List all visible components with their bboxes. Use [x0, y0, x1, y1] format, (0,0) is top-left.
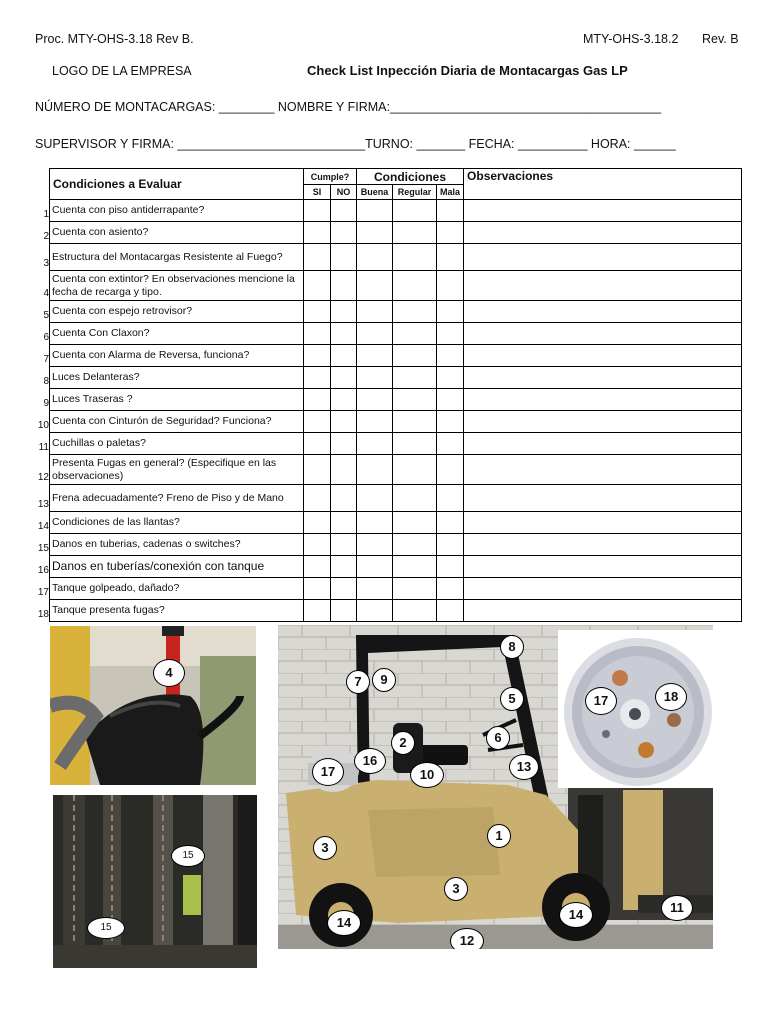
condition-text: Cuenta con extintor? En observaciones mencione la fecha de recarga y tipo. [50, 271, 304, 301]
row-number: 9 [43, 398, 49, 409]
checklist-row [50, 301, 742, 323]
si-cell[interactable] [304, 534, 331, 556]
no-cell[interactable] [331, 556, 357, 578]
row-number: 16 [37, 565, 49, 576]
callout-badge: 8 [500, 635, 524, 659]
si-cell[interactable] [304, 512, 331, 534]
row-number: 1 [43, 209, 49, 220]
mala-cell[interactable] [437, 455, 464, 485]
callout-badge: 6 [486, 726, 510, 750]
callout-badge: 13 [509, 754, 539, 780]
callout-badge: 5 [500, 687, 524, 711]
condition-text: Cuchillas o paletas? [50, 433, 304, 455]
regular-cell[interactable] [393, 389, 437, 411]
buena-cell[interactable] [357, 485, 393, 512]
buena-cell[interactable] [357, 200, 393, 222]
callout-badge: 1 [487, 824, 511, 848]
row-number: 11 [38, 442, 49, 453]
si-cell[interactable] [304, 556, 331, 578]
observaciones-cell[interactable] [464, 512, 742, 534]
mala-cell[interactable] [437, 556, 464, 578]
mala-cell[interactable] [437, 485, 464, 512]
seat-illustration [50, 626, 256, 785]
regular-cell[interactable] [393, 455, 437, 485]
observaciones-cell[interactable] [464, 200, 742, 222]
buena-cell[interactable] [357, 433, 393, 455]
observaciones-cell[interactable] [464, 367, 742, 389]
checklist-row [50, 389, 742, 411]
mala-cell[interactable] [437, 323, 464, 345]
checklist-row [50, 485, 742, 512]
forklift-number-name-field[interactable]: NÚMERO DE MONTACARGAS: ________ NOMBRE Y FIRMA:_______________________________________ [35, 100, 662, 114]
revision: Rev. B [702, 32, 739, 46]
header-observaciones: Observaciones [464, 169, 742, 200]
condition-text: Tanque presenta fugas? [50, 600, 304, 622]
checklist-row [50, 556, 742, 578]
no-cell[interactable] [331, 600, 357, 622]
document-title: Check List Inpección Diaria de Montacargas Gas LP [307, 63, 628, 78]
header-mala: Mala [437, 185, 464, 200]
callout-badge: 14 [559, 902, 593, 928]
observaciones-cell[interactable] [464, 556, 742, 578]
no-cell[interactable] [331, 389, 357, 411]
mala-cell[interactable] [437, 367, 464, 389]
si-cell[interactable] [304, 200, 331, 222]
observaciones-cell[interactable] [464, 271, 742, 301]
regular-cell[interactable] [393, 222, 437, 244]
callout-badge: 4 [153, 659, 185, 687]
mala-cell[interactable] [437, 244, 464, 271]
row-number: 12 [37, 472, 49, 483]
mala-cell[interactable] [437, 600, 464, 622]
header-regular: Regular [393, 185, 437, 200]
row-number: 7 [43, 354, 49, 365]
no-cell[interactable] [331, 411, 357, 433]
no-cell[interactable] [331, 345, 357, 367]
si-cell[interactable] [304, 411, 331, 433]
observaciones-cell[interactable] [464, 578, 742, 600]
row-number: 13 [37, 499, 49, 510]
row-number: 5 [43, 310, 49, 321]
checklist-row [50, 455, 742, 485]
no-cell[interactable] [331, 301, 357, 323]
callout-badge: 14 [327, 910, 361, 936]
checklist-row [50, 222, 742, 244]
no-cell[interactable] [331, 534, 357, 556]
observaciones-cell[interactable] [464, 301, 742, 323]
condition-text: Danos en tuberías/conexión con tanque [50, 556, 304, 578]
checklist-row [50, 345, 742, 367]
condition-text: Luces Traseras ? [50, 389, 304, 411]
callout-badge: 7 [346, 670, 370, 694]
mala-cell[interactable] [437, 433, 464, 455]
no-cell[interactable] [331, 578, 357, 600]
mala-cell[interactable] [437, 512, 464, 534]
si-cell[interactable] [304, 367, 331, 389]
observaciones-cell[interactable] [464, 222, 742, 244]
tank-photo [558, 630, 713, 788]
mala-cell[interactable] [437, 389, 464, 411]
regular-cell[interactable] [393, 556, 437, 578]
regular-cell[interactable] [393, 323, 437, 345]
mala-cell[interactable] [437, 578, 464, 600]
observaciones-cell[interactable] [464, 485, 742, 512]
si-cell[interactable] [304, 345, 331, 367]
checklist-row [50, 534, 742, 556]
si-cell[interactable] [304, 455, 331, 485]
condition-text: Cuenta Con Claxon? [50, 323, 304, 345]
mala-cell[interactable] [437, 345, 464, 367]
si-cell[interactable] [304, 433, 331, 455]
buena-cell[interactable] [357, 534, 393, 556]
si-cell[interactable] [304, 301, 331, 323]
checklist-row [50, 323, 742, 345]
buena-cell[interactable] [357, 271, 393, 301]
row-number: 14 [37, 521, 49, 532]
observaciones-cell[interactable] [464, 345, 742, 367]
condition-text: Frena adecuadamente? Freno de Piso y de Mano [50, 485, 304, 512]
callout-badge: 10 [410, 762, 444, 788]
mala-cell[interactable] [437, 271, 464, 301]
checklist-row [50, 600, 742, 622]
regular-cell[interactable] [393, 200, 437, 222]
condition-text: Cuenta con Alarma de Reversa, funciona? [50, 345, 304, 367]
no-cell[interactable] [331, 485, 357, 512]
callout-badge: 15 [171, 845, 205, 867]
row-number: 8 [43, 376, 49, 387]
regular-cell[interactable] [393, 367, 437, 389]
no-cell[interactable] [331, 455, 357, 485]
condition-text: Danos en tuberias, cadenas o switches? [50, 534, 304, 556]
observaciones-cell[interactable] [464, 433, 742, 455]
checklist-row [50, 578, 742, 600]
header-buena: Buena [357, 185, 393, 200]
regular-cell[interactable] [393, 244, 437, 271]
buena-cell[interactable] [357, 512, 393, 534]
condition-text: Cuenta con asiento? [50, 222, 304, 244]
checklist-row [50, 244, 742, 271]
condition-text: Presenta Fugas en general? (Especifique en las observaciones) [50, 455, 304, 485]
row-number: 15 [37, 543, 49, 554]
si-cell[interactable] [304, 485, 331, 512]
buena-cell[interactable] [357, 323, 393, 345]
checklist-row [50, 200, 742, 222]
no-cell[interactable] [331, 433, 357, 455]
buena-cell[interactable] [357, 367, 393, 389]
header-condiciones: Condiciones [357, 169, 464, 185]
buena-cell[interactable] [357, 556, 393, 578]
checklist-row [50, 271, 742, 301]
si-cell[interactable] [304, 600, 331, 622]
callout-badge: 12 [450, 928, 484, 949]
tank-illustration [558, 630, 713, 788]
regular-cell[interactable] [393, 534, 437, 556]
supervisor-shift-date-field[interactable]: SUPERVISOR Y FIRMA: ___________________________TURNO: _______ FECHA: __________ HORA: ______ [35, 137, 676, 151]
si-cell[interactable] [304, 323, 331, 345]
mala-cell[interactable] [437, 411, 464, 433]
buena-cell[interactable] [357, 244, 393, 271]
regular-cell[interactable] [393, 512, 437, 534]
no-cell[interactable] [331, 222, 357, 244]
document-code: MTY-OHS-3.18.2 [583, 32, 679, 46]
observaciones-cell[interactable] [464, 455, 742, 485]
observaciones-cell[interactable] [464, 244, 742, 271]
regular-cell[interactable] [393, 301, 437, 323]
no-cell[interactable] [331, 200, 357, 222]
row-number: 2 [43, 231, 49, 242]
observaciones-cell[interactable] [464, 600, 742, 622]
chains-illustration [53, 795, 257, 968]
si-cell[interactable] [304, 271, 331, 301]
row-number: 6 [43, 332, 49, 343]
si-cell[interactable] [304, 244, 331, 271]
row-number: 17 [37, 587, 49, 598]
condition-text: Tanque golpeado, dañado? [50, 578, 304, 600]
buena-cell[interactable] [357, 389, 393, 411]
si-cell[interactable] [304, 578, 331, 600]
si-cell[interactable] [304, 389, 331, 411]
no-cell[interactable] [331, 512, 357, 534]
regular-cell[interactable] [393, 433, 437, 455]
row-number: 10 [37, 420, 49, 431]
buena-cell[interactable] [357, 301, 393, 323]
condition-text: Cuenta con piso antiderrapante? [50, 200, 304, 222]
callout-badge: 9 [372, 668, 396, 692]
chains-photo [53, 795, 257, 968]
regular-cell[interactable] [393, 345, 437, 367]
buena-cell[interactable] [357, 345, 393, 367]
callout-badge: 2 [391, 731, 415, 755]
buena-cell[interactable] [357, 411, 393, 433]
header-cumple: Cumple? [304, 169, 357, 185]
row-number: 18 [37, 609, 49, 620]
checklist-body [50, 200, 742, 622]
condition-text: Cuenta con Cinturón de Seguridad? Funciona? [50, 411, 304, 433]
regular-cell[interactable] [393, 411, 437, 433]
no-cell[interactable] [331, 271, 357, 301]
header-si: SI [304, 185, 331, 200]
procedure-code: Proc. MTY-OHS-3.18 Rev B. [35, 32, 194, 46]
observaciones-cell[interactable] [464, 411, 742, 433]
callout-badge: 3 [444, 877, 468, 901]
company-logo-placeholder: LOGO DE LA EMPRESA [52, 64, 192, 78]
regular-cell[interactable] [393, 485, 437, 512]
buena-cell[interactable] [357, 600, 393, 622]
regular-cell[interactable] [393, 578, 437, 600]
condition-text: Condiciones de las llantas? [50, 512, 304, 534]
no-cell[interactable] [331, 367, 357, 389]
condition-text: Luces Delanteras? [50, 367, 304, 389]
mala-cell[interactable] [437, 200, 464, 222]
buena-cell[interactable] [357, 578, 393, 600]
callout-badge: 15 [87, 917, 125, 939]
checklist-row [50, 433, 742, 455]
callout-badge: 17 [312, 758, 344, 786]
regular-cell[interactable] [393, 271, 437, 301]
callout-badge: 3 [313, 836, 337, 860]
checklist-row [50, 411, 742, 433]
header-condiciones-evaluar: Condiciones a Evaluar [50, 169, 304, 200]
row-number: 4 [43, 288, 49, 299]
condition-text: Estructura del Montacargas Resistente al Fuego? [50, 244, 304, 271]
seat-photo [50, 626, 256, 785]
mala-cell[interactable] [437, 301, 464, 323]
mala-cell[interactable] [437, 222, 464, 244]
regular-cell[interactable] [393, 600, 437, 622]
observaciones-cell[interactable] [464, 323, 742, 345]
row-number: 3 [43, 258, 49, 269]
callout-badge: 18 [655, 683, 687, 711]
callout-badge: 16 [354, 748, 386, 774]
header-no: NO [331, 185, 357, 200]
si-cell[interactable] [304, 222, 331, 244]
no-cell[interactable] [331, 323, 357, 345]
mala-cell[interactable] [437, 534, 464, 556]
checklist-row [50, 512, 742, 534]
buena-cell[interactable] [357, 222, 393, 244]
observaciones-cell[interactable] [464, 389, 742, 411]
buena-cell[interactable] [357, 455, 393, 485]
checklist-row [50, 367, 742, 389]
no-cell[interactable] [331, 244, 357, 271]
callout-badge: 11 [661, 895, 693, 921]
observaciones-cell[interactable] [464, 534, 742, 556]
callout-badge: 17 [585, 687, 617, 715]
condition-text: Cuenta con espejo retrovisor? [50, 301, 304, 323]
checklist-table [49, 168, 742, 622]
